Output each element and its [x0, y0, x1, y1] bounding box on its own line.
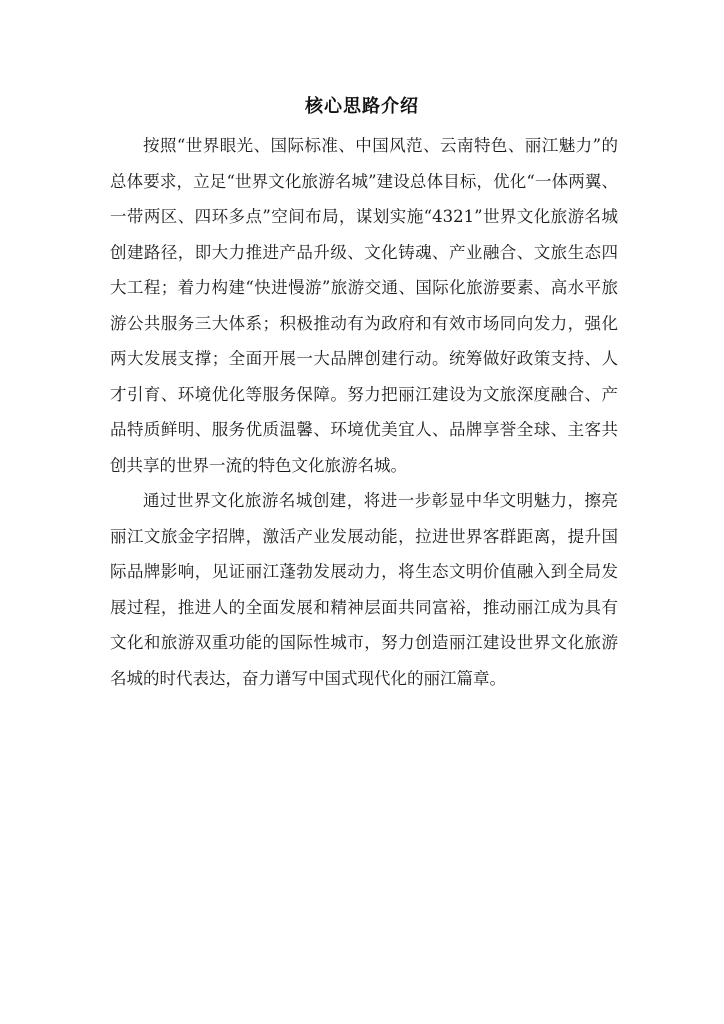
paragraph-2: 通过世界文化旅游名城创建，将进一步彰显中华文明魅力，擦亮丽江文旅金字招牌，激活产业发展动能，拉进世界客群距离，提升国际品牌影响，见证丽江蓬勃发展动力，将生态文明价值融入到全局发展过程，推进人的全面发展和精神层面共同富裕，推动丽江成为具有文化和旅游双重功能的国际性城市，努力创造丽江建设世界文化旅游名城的时代表达，奋力谱写中国式现代化的丽江篇章。	[110, 491, 618, 688]
page-title: 核心思路介绍	[305, 96, 419, 117]
paragraph-1: 按照“世界眼光、国际标准、中国风范、云南特色、丽江魅力”的总体要求，立足“世界文化旅游名城”建设总体目标，优化“一体两翼、一带两区、四环多点”空间布局，谋划实施“4321”世界文化旅游名城创建路径，即大力推进产品升级、文化铸魂、产业融合、文旅生态四大工程；着力构建“快进慢游”旅游交通、国际化旅游要素、高水平旅游公共服务三大体系；积极推动有为政府和有效市场同向发力，强化两大发展支撑；全面开展一大品牌创建行动。统筹做好政策支持、人才引育、环境优化等服务保障。努力把丽江建设为文旅深度融合、产品特质鲜明、服务优质温馨、环境优美宜人、品牌享誉全球、主客共创共享的世界一流的特色文化旅游名城。	[110, 136, 618, 475]
document-body	[110, 128, 618, 696]
